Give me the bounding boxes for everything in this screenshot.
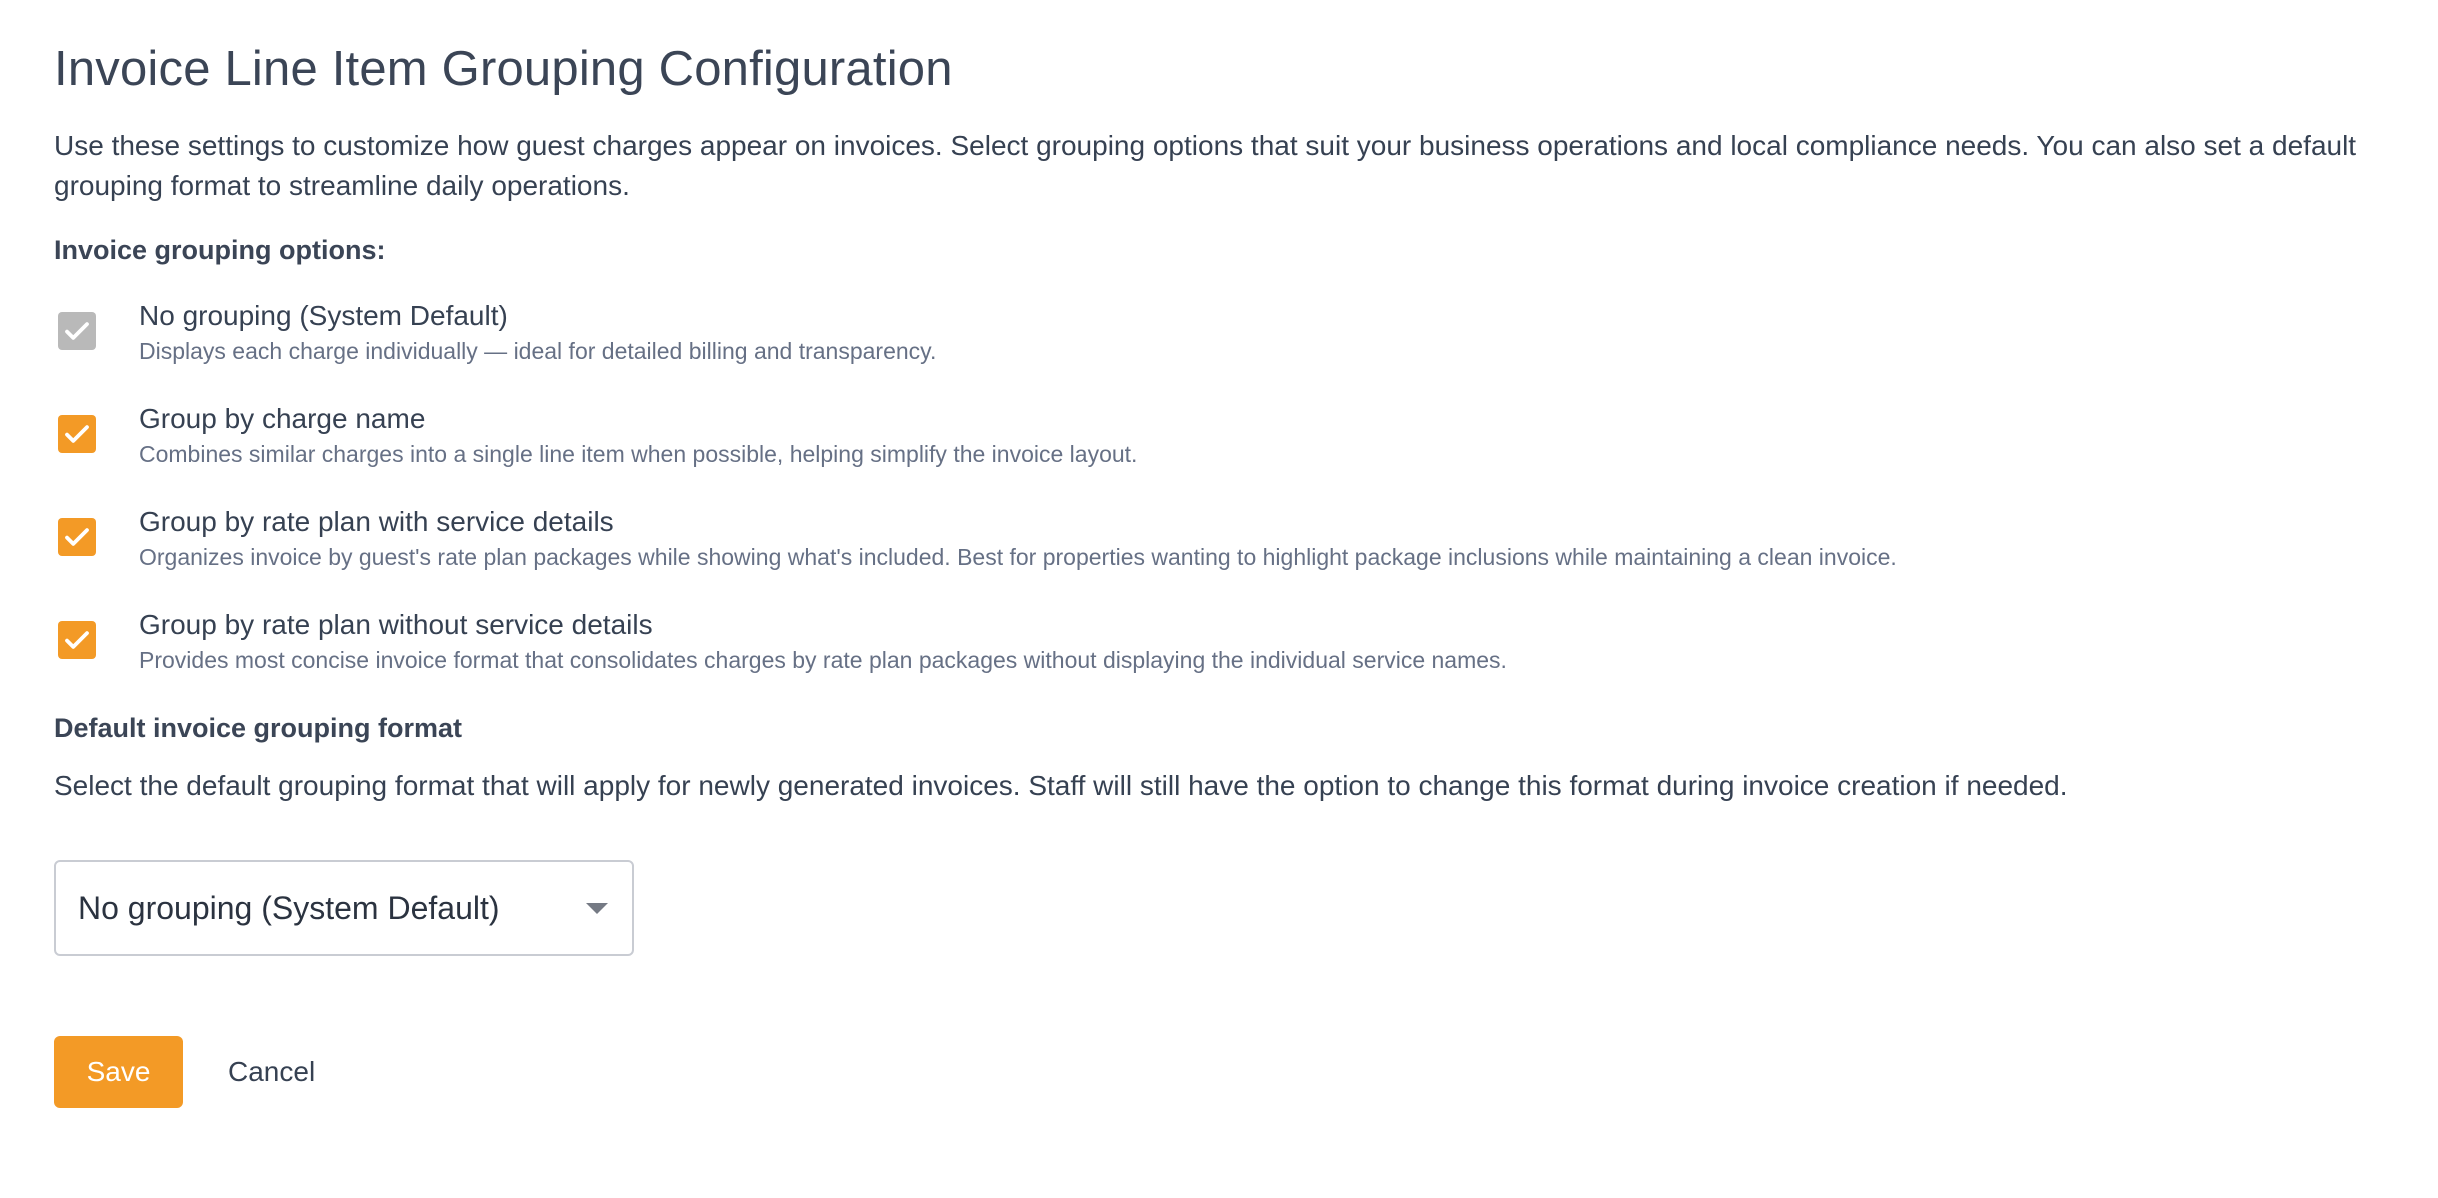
default-format-description: Select the default grouping format that will apply for newly generated invoices. Staff will still have the option to change this format during invoice creation if needed. (54, 770, 2068, 801)
option-no-grouping (54, 298, 2384, 366)
option-description: Displays each charge individually — ideal for detailed billing and transparency. (139, 338, 937, 364)
option-description: Provides most concise invoice format that consolidates charges by rate plan packages without displaying the individual service names. (139, 647, 1507, 673)
chevron-down-icon (586, 903, 608, 914)
option-description: Organizes invoice by guest's rate plan packages while showing what's included. Best for properties wanting to highlight package inclusions while maintaining a clean invoice. (139, 544, 1897, 570)
cancel-button[interactable]: Cancel (228, 1036, 315, 1108)
grouping-options-label: Invoice grouping options: (54, 235, 386, 265)
checkbox-rate-plan-without-details[interactable] (58, 621, 96, 659)
check-icon (62, 522, 92, 552)
option-title: No grouping (System Default) (139, 300, 508, 331)
form-actions (54, 1036, 2384, 1108)
option-group-by-charge-name (54, 401, 2384, 469)
checkbox-group-by-charge-name[interactable] (58, 415, 96, 453)
grouping-options-list (54, 298, 2384, 675)
option-title: Group by rate plan with service details (139, 506, 614, 537)
check-icon (62, 625, 92, 655)
check-icon (62, 316, 92, 346)
default-format-heading: Default invoice grouping format (54, 713, 463, 743)
page-title: Invoice Line Item Grouping Configuration (54, 42, 953, 96)
checkbox-no-grouping (58, 312, 96, 350)
option-title: Group by charge name (139, 403, 426, 434)
option-description: Combines similar charges into a single line item when possible, helping simplify the invoice layout. (139, 441, 1138, 467)
save-button[interactable]: Save (54, 1036, 183, 1108)
option-rate-plan-without-details (54, 607, 2384, 675)
checkbox-rate-plan-with-details[interactable] (58, 518, 96, 556)
default-format-select[interactable] (54, 860, 634, 956)
default-format-select-value: No grouping (System Default) (78, 889, 500, 926)
page-intro: Use these settings to customize how guest charges appear on invoices. Select grouping options that suit your business operations and local compliance needs. You can also set a default grouping format to streamline daily operations. (54, 130, 2357, 201)
option-rate-plan-with-details (54, 504, 2384, 572)
check-icon (62, 419, 92, 449)
option-title: Group by rate plan without service details (139, 609, 653, 640)
